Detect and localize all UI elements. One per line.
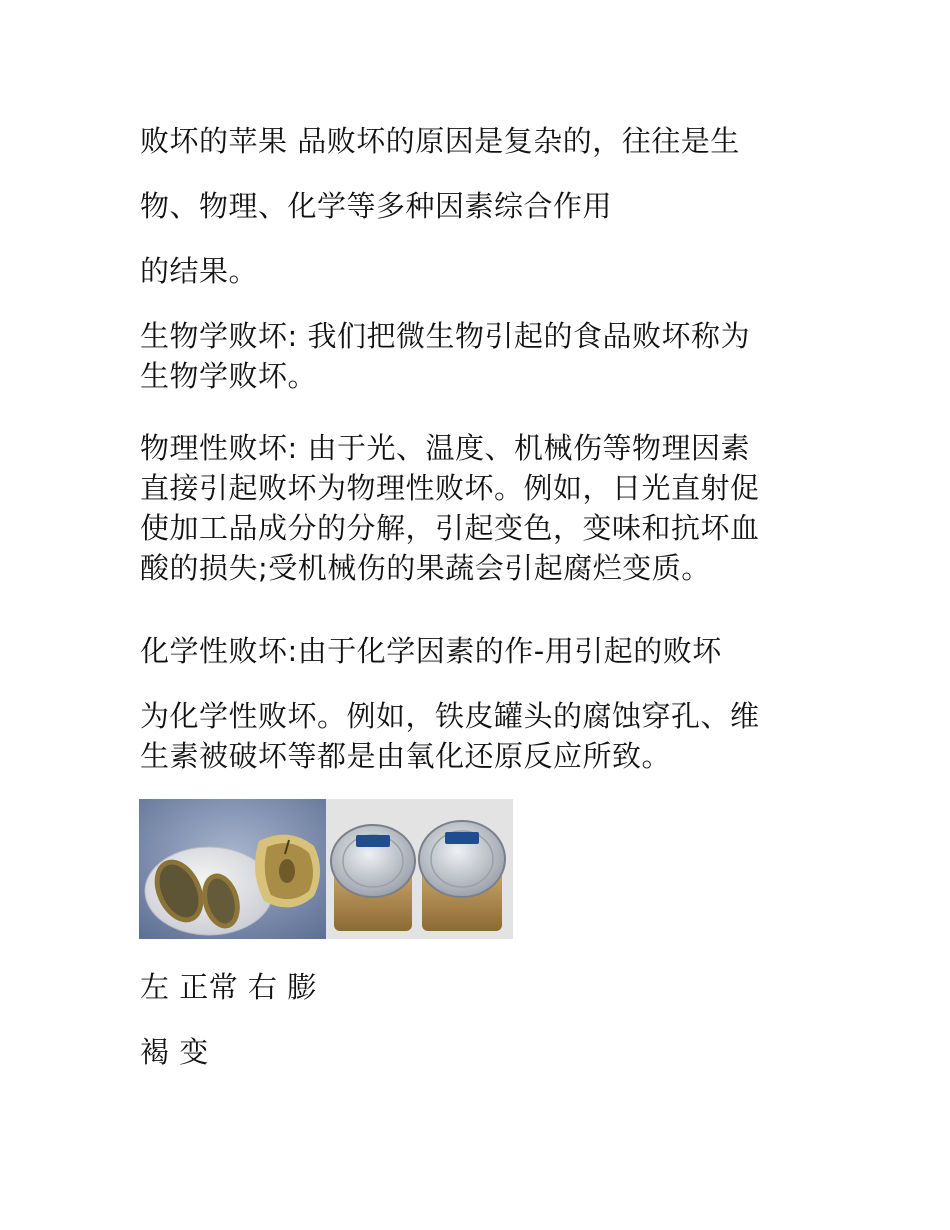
text-line: 左 正常 右 膨 [140,970,317,1004]
caption-line-2 [140,1032,820,1072]
text-line: 物、物理、化学等多种因素综合作用 [140,189,613,223]
text-line: 使加工品成分的分解，引起变色，变味和抗坏血 [140,511,760,545]
browned-apple-photo [139,799,326,939]
paragraph-2 [140,186,820,226]
text-line: 败坏的苹果 品败坏的原因是复杂的，往往是生 [140,124,740,158]
paragraph-physical-spoilage [140,428,820,588]
text-line: 生素被破坏等都是由氧化还原反应所致。 [140,739,672,773]
photo-strip [139,799,513,939]
text-line: 的结果。 [140,254,259,288]
paragraph-chemical-spoilage [140,631,820,671]
paragraph-biological-spoilage [140,316,820,396]
text-line: 直接引起败坏为物理性败坏。例如，日光直射促 [140,471,760,505]
paragraph-3 [140,251,820,291]
text-line: 褐 变 [140,1035,209,1069]
text-line: 生物学败坏。 [140,359,318,393]
two-cans-photo [326,799,513,939]
text-line: 物理性败坏: 由于光、温度、机械伤等物理因素 [140,431,750,465]
text-line: 为化学性败坏。例如，铁皮罐头的腐蚀穿孔、维 [140,699,760,733]
paragraph-1 [140,121,820,161]
paragraph-chemical-example [140,696,820,776]
text-line: 酸的损失;受机械伤的果蔬会引起腐烂变质。 [140,551,711,585]
text-line: 化学性败坏:由于化学因素的作-用引起的败坏 [140,634,722,668]
caption-line-1 [140,967,820,1007]
text-line: 生物学败坏: 我们把微生物引起的食品败坏称为 [140,319,750,353]
